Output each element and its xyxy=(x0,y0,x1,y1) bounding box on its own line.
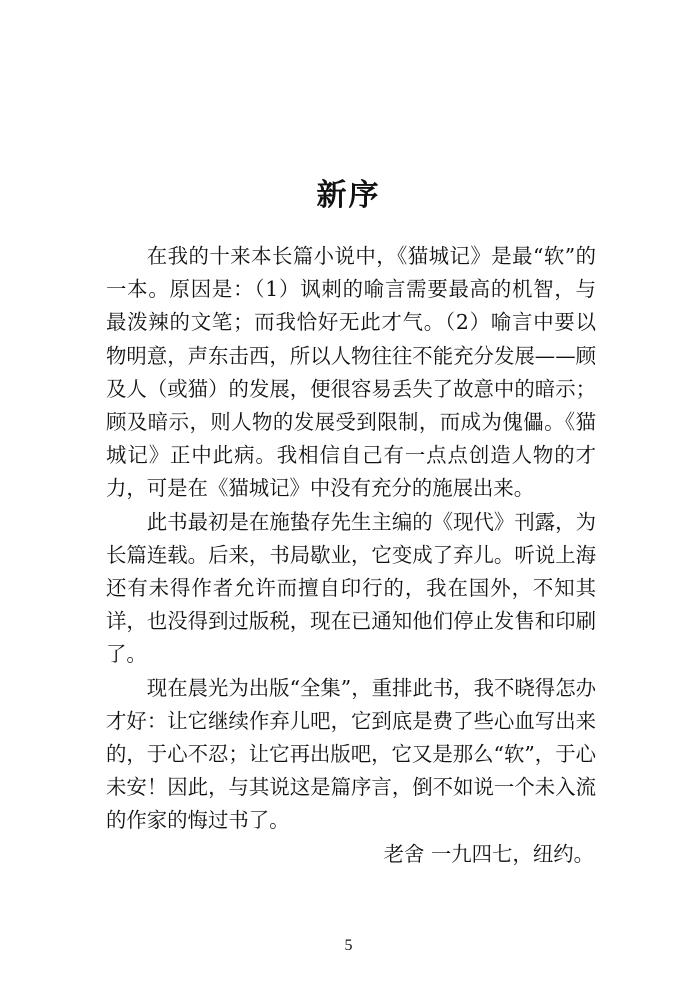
preface-body xyxy=(106,240,596,871)
paragraph-3: 现在晨光为出版“全集”，重排此书，我不晓得怎办才好：让它继续作弃儿吧，它到底是费了些心血写出来的，于心不忍；让它再出版吧，它又是那么“软”，于心未安！因此，与其说这是篇序言，倒不如说一个未入流的作家的悔过书了。 xyxy=(106,675,596,833)
page-title: 新序 xyxy=(316,178,381,213)
paragraph-1: 在我的十来本长篇小说中，《猫城记》是最“软”的一本。原因是：（1）讽刺的喻言需要最高的机智，与最泼辣的文笔；而我恰好无此才气。（2）喻言中要以物明意，声东击西，所以人物往往不能充分发展——顾及人（或猫）的发展，便很容易丢失了故意中的暗示；顾及暗示，则人物的发展受到限制，而成为傀儡。《猫城记》正中此病。我相信自己有一点点创造人物的才力，可是在《猫城记》中没有充分的施展出来。 xyxy=(106,244,596,501)
page-number: 5 xyxy=(344,937,353,954)
paragraph-2: 此书最初是在施蛰存先生主编的《现代》刊露，为长篇连载。后来，书局歇业，它变成了弃儿。听说上海还有未得作者允许而擅自印行的，我在国外，不知其详，也没得到过版税，现在已通知他们停止发售和印刷了。 xyxy=(106,509,596,667)
signature-line: 老舍 一九四七，纽约。 xyxy=(383,841,594,866)
